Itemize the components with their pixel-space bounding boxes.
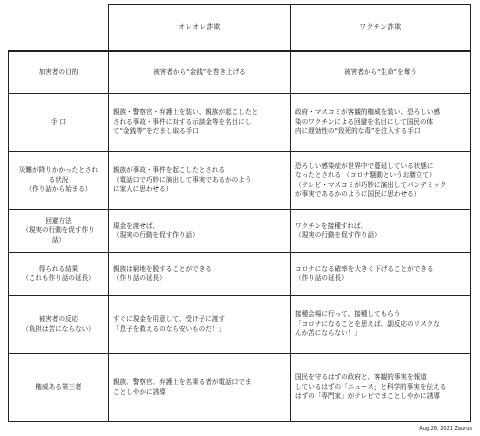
table-row — [9, 296, 471, 354]
cell-text: （作り話の延長） — [113, 274, 166, 282]
cell-text: 政府・マスコミが客観的権威を装い、恐ろしい感 — [295, 108, 441, 117]
cell-text: 接種会場に行って、接種してもらう — [295, 310, 401, 319]
cell-text: （作り話の延長） — [295, 274, 348, 282]
table-row — [9, 253, 471, 296]
cell-text: 話） — [51, 235, 66, 244]
column-header-vaccine: ワクチン詐欺 — [291, 5, 471, 51]
row-header-cell — [9, 94, 109, 152]
row-header-cell — [9, 51, 109, 94]
cell-text: （作り話から始まる） — [25, 185, 92, 194]
cell-text: 親族は窮地を脱することができる — [113, 264, 212, 273]
vaccine-cell — [291, 253, 471, 296]
oreore-cell — [109, 253, 291, 296]
cell-text: （これも作り話の延長） — [22, 274, 95, 282]
cell-text: 手 口 — [50, 117, 67, 126]
cell-text: （電話口で巧妙に演出して事実であるかのよう — [113, 175, 252, 184]
comparison-table — [8, 4, 471, 422]
oreore-cell — [109, 51, 291, 94]
cell-text: しているはずの「ニュース」と科学的事実を伝える — [295, 382, 447, 391]
vaccine-cell — [291, 296, 471, 354]
oreore-cell — [109, 152, 291, 210]
column-header-oreore: オレオレ詐欺 — [109, 5, 291, 51]
cell-text: （現実の行動を促す作り — [22, 226, 95, 235]
cell-text: 親族が事故・事件を起こしたとされる — [113, 166, 226, 175]
row-header-cell — [9, 354, 109, 422]
cell-text: 親族、警察官、弁護士を名乗る者が電話口でま — [113, 378, 252, 387]
date-credit: Aug.28, 2021 Zaurus — [419, 426, 472, 432]
vaccine-cell — [291, 152, 471, 210]
cell-text: んか苦にならない！」 — [295, 329, 361, 338]
cell-text: 「息子を救えるのなら安いものだ！」 — [113, 324, 226, 333]
table-row — [9, 51, 471, 94]
cell-text: （現実の行動を促す作り話） — [113, 231, 199, 239]
cell-text: 加害者の目的 — [38, 67, 79, 76]
cell-text: ことしやかに誘導 — [113, 387, 166, 396]
table-row — [9, 152, 471, 210]
cell-text: 染のワクチンによる回避を名目にして国民の体 — [295, 117, 434, 126]
row-header-cell — [9, 152, 109, 210]
cell-text: 回避方法 — [45, 216, 72, 225]
oreore-cell — [109, 296, 291, 354]
cell-text: はずの「専門家」がテレビでまことしやかに誘導 — [295, 392, 440, 401]
vaccine-cell — [291, 51, 471, 94]
cell-text: 得られる結果 — [38, 264, 79, 273]
oreore-cell — [109, 94, 291, 152]
table-row — [9, 210, 471, 253]
vaccine-cell — [291, 94, 471, 152]
table-row — [9, 94, 471, 152]
cell-text: 「コロナになることを思えば、副反応のリスクな — [295, 319, 440, 328]
cell-text: 国民を守るはずの政府と、客観的事実を報道 — [295, 373, 427, 382]
oreore-cell — [109, 210, 291, 253]
cell-text: ワクチンを接種すれば、 — [295, 221, 368, 230]
row-header-cell — [9, 253, 109, 296]
cell-text: に家人に思わせる） — [113, 185, 173, 194]
vaccine-cell — [291, 354, 471, 422]
cell-text: る状況 — [48, 175, 69, 184]
table-row — [9, 354, 471, 422]
cell-text: 被害者から“金銭”を巻き上げる — [153, 67, 246, 76]
cell-text: 被害者の反応 — [38, 315, 79, 324]
oreore-cell — [109, 354, 291, 422]
row-header-cell — [9, 210, 109, 253]
cell-text: （テレビ・マスコミが巧妙に演出してパンデミック — [295, 180, 447, 189]
cell-text: （現実の行動を促す作り話） — [295, 231, 381, 239]
cell-text: 権威ある第三者 — [35, 382, 82, 391]
header-row — [9, 5, 471, 51]
row-header-cell — [9, 296, 109, 354]
cell-text: される事故・事件に対する示談金等を名目にし — [113, 117, 252, 126]
cell-text: 災難が降りかかったとされ — [18, 166, 99, 175]
cell-text: コロナになる確率を大きく下げることができる — [295, 264, 434, 273]
cell-text: すぐに現金を用意して、受け子に渡す — [113, 315, 225, 324]
vaccine-cell — [291, 210, 471, 253]
cell-text: 現金を渡せば、 — [113, 221, 160, 230]
cell-text: 被害者から“生命”を奪う — [344, 67, 417, 76]
cell-text: 内に遅効性の“致死的な毒”を注入する手口 — [295, 127, 421, 136]
cell-text: なったとされる （コロナ騒動というお膳立て） — [295, 171, 436, 180]
cell-text: （負担は苦にならない） — [22, 324, 95, 333]
cell-text: 恐ろしい感染症が世界中で蔓延している状態に — [295, 161, 434, 170]
corner-cell — [9, 5, 109, 51]
cell-text: が事実であるかのように国民に思わせる） — [295, 189, 421, 198]
cell-text: 親族・警察官・弁護士を装い、親族が起こしたと — [113, 108, 259, 117]
cell-text: て“金銭等”をだまし取る手口 — [113, 127, 199, 136]
